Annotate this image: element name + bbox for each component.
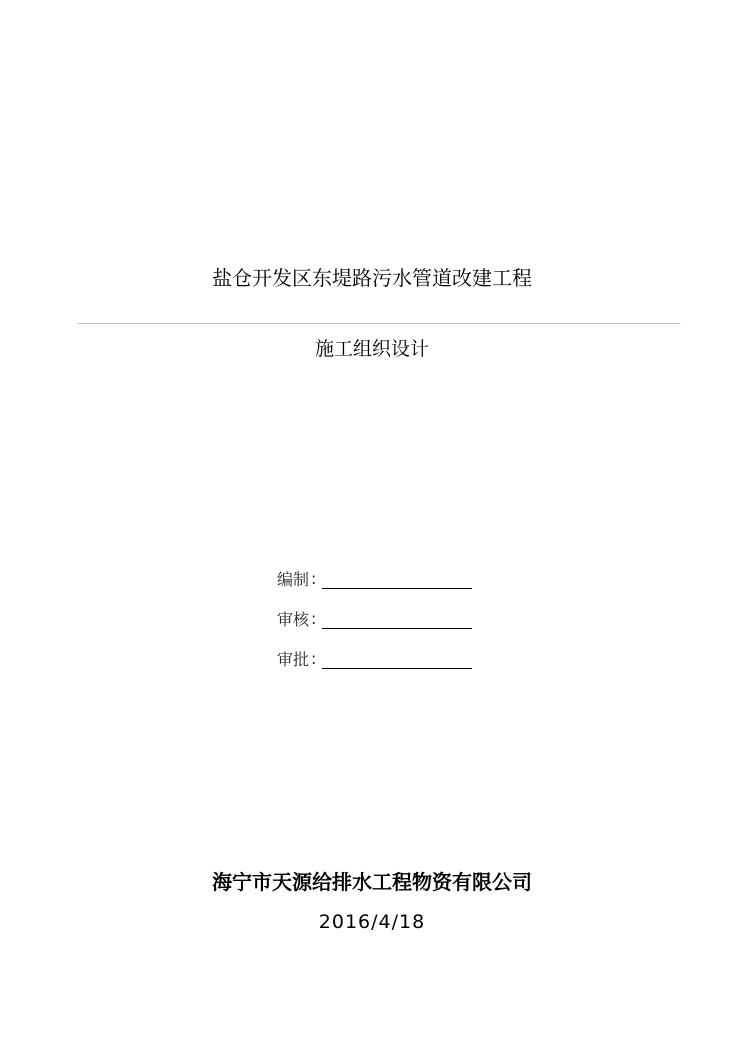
- signature-line-compile: [322, 572, 472, 589]
- signature-label-compile: 编制: [277, 569, 310, 589]
- signature-label-approve: 审批: [277, 649, 310, 669]
- signature-colon: :: [311, 648, 317, 668]
- signature-colon: :: [311, 608, 317, 628]
- signature-label-review: 审核: [277, 609, 310, 629]
- title-divider: [78, 323, 680, 324]
- signature-block: [277, 558, 497, 678]
- signature-colon: :: [311, 568, 317, 588]
- project-title: 盐仓开发区东堤路污水管道改建工程: [212, 266, 532, 290]
- document-date: 2016/4/18: [318, 911, 426, 933]
- company-name: 海宁市天源给排水工程物资有限公司: [212, 870, 532, 894]
- signature-row-compile: [277, 558, 497, 598]
- signature-row-review: [277, 598, 497, 638]
- signature-row-approve: [277, 638, 497, 678]
- signature-line-review: [322, 612, 472, 629]
- document-subtitle: 施工组织设计: [314, 338, 429, 360]
- signature-line-approve: [322, 652, 472, 669]
